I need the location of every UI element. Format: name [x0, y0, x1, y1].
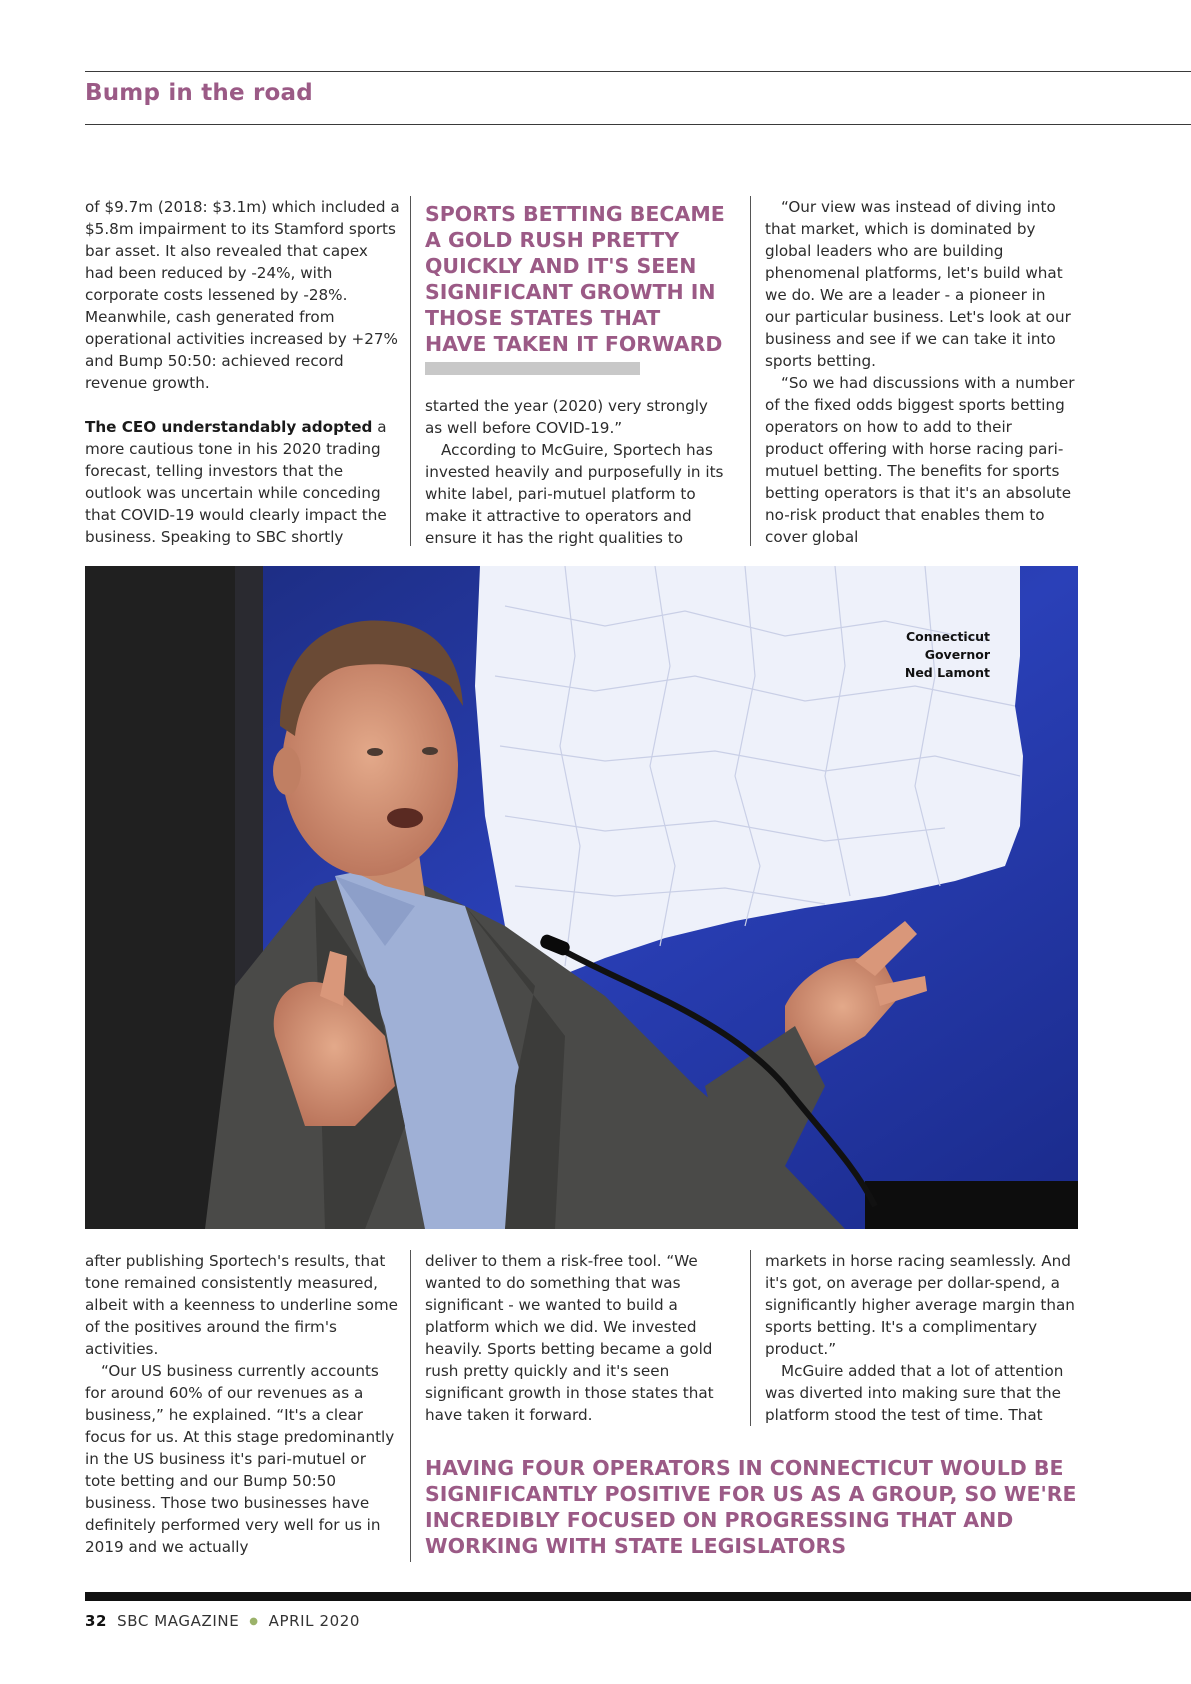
pullquote-underline-bar: [425, 362, 640, 375]
top-column-3: [765, 196, 1075, 548]
magazine-name: SBC MAGAZINE: [117, 1612, 240, 1630]
caption-line-2: Governor: [924, 647, 990, 662]
footer-bar: [85, 1592, 1191, 1601]
footer-separator-dot: ●: [249, 1616, 259, 1627]
photo-caption: [870, 628, 990, 682]
pullquote-top: SPORTS BETTING BECAME A GOLD RUSH PRETTY QUICKLY AND IT'S SEEN SIGNIFICANT GROWTH IN THOSE STATES THAT HAVE TAKEN IT FORWARD: [425, 202, 725, 356]
bottom-col1-paragraph-1: after publishing Sportech's results, that tone remained consistently measured, albeit with a keenness to underline some of the positives around the firm's activities.: [85, 1252, 399, 1358]
column-divider-bottom-2: [750, 1250, 751, 1426]
caption-line-3: Ned Lamont: [904, 665, 990, 680]
lead-in-bold: The CEO understandably adopted: [85, 418, 373, 436]
header-top-rule: [85, 71, 1191, 72]
column-divider-top-1: [410, 196, 411, 546]
bottom-col3-paragraph-1: markets in horse racing seamlessly. And it's got, on average per dollar-spend, a significantly higher average margin than sports betting. It's a complimentary product.”: [765, 1252, 1075, 1358]
top-col2-paragraph-1: started the year (2020) very strongly as well before COVID-19.”: [425, 397, 708, 437]
column-divider-top-2: [750, 196, 751, 546]
bottom-col3-paragraph-2: McGuire added that a lot of attention was diverted into making sure that the platform stood the test of time. That: [765, 1362, 1064, 1424]
page-number: 32: [85, 1612, 108, 1630]
top-col1-paragraph-2-text: a more cautious tone in his 2020 trading forecast, telling investors that the outlook was uncertain while conceding that COVID-19 would clearly impact the business. Speaking to SBC shortly: [85, 418, 387, 546]
bottom-col1-paragraph-2: “Our US business currently accounts for around 60% of our revenues as a business,” he explained. “It's a clear focus for us. At this stage predominantly in the US business it's pari-mutuel or tote betting and our Bump 50:50 business. Those two businesses have definitely performed very well for us in 2019 and we actually: [85, 1362, 395, 1556]
bottom-column-1: [85, 1250, 400, 1558]
footer: [85, 1612, 360, 1630]
issue-date: APRIL 2020: [268, 1612, 361, 1630]
section-title: Bump in the road: [85, 80, 313, 106]
top-col3-paragraph-1: “Our view was instead of diving into that market, which is dominated by global leaders who are building phenomenal platforms, let's build what we do. We are a leader - a pioneer in our particular business. Let's look at our business and see if we can take it into sports betting.: [765, 198, 1071, 370]
pullquote-bottom: HAVING FOUR OPERATORS IN CONNECTICUT WOULD BE SIGNIFICANTLY POSITIVE FOR US AS A GROUP, SO WE'RE INCREDIBLY FOCUSED ON PROGRESSING THAT AND WORKING WITH STATE LEGISLATORS: [425, 1456, 1077, 1558]
header-bottom-rule: [85, 124, 1191, 125]
top-col1-paragraph-2: [85, 416, 400, 548]
top-col1-paragraph-1: of $9.7m (2018: $3.1m) which included a $5.8m impairment to its Stamford sports bar asset. It also revealed that capex had been reduced by -24%, with corporate costs lessened by -28%. Meanwhile, cash generated from operational activities increased by +27% and Bump 50:50: achieved record revenue growth.: [85, 198, 400, 392]
bottom-column-2: [425, 1250, 725, 1426]
top-column-2: [425, 395, 725, 549]
column-divider-bottom-1: [410, 1250, 411, 1562]
bottom-column-3: [765, 1250, 1080, 1426]
bottom-col2-paragraph-1: deliver to them a risk-free tool. “We wanted to do something that was significant - we wanted to build a platform which we did. We invested heavily. Sports betting became a gold rush pretty quickly and it's seen significant growth in those states that have taken it forward.: [425, 1252, 714, 1424]
top-col3-paragraph-2: “So we had discussions with a number of the fixed odds biggest sports betting operators on how to add to their product offering with horse racing pari-mutuel betting. The benefits for sports betting operators is that it's an absolute no-risk product that enables them to cover global: [765, 374, 1075, 546]
top-column-1: [85, 196, 400, 548]
top-col2-paragraph-2: According to McGuire, Sportech has invested heavily and purposefully in its white label, pari-mutuel platform to make it attractive to operators and ensure it has the right qualities to: [425, 441, 724, 547]
caption-line-1: Connecticut: [906, 629, 990, 644]
